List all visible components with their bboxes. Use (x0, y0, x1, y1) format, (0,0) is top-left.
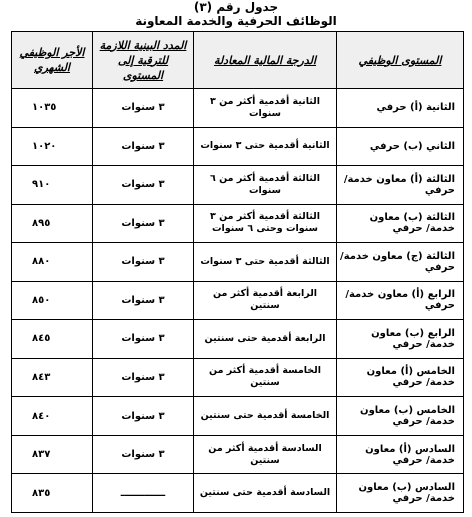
table-row (12, 89, 464, 128)
cell-degree: الخامسة أقدمية حتى سنتين (194, 397, 337, 436)
cell-years: ـــــــــــــ (93, 474, 194, 513)
cell-level: الرابع (أ) معاون خدمة/ حرفي (337, 281, 464, 320)
cell-years: ٣ سنوات (93, 243, 194, 282)
cell-wage: ١٠٢٠ (12, 127, 93, 166)
cell-level: الثالثة (أ) معاون خدمة/ حرفي (337, 166, 464, 205)
cell-level: الثاني (ب) حرفي (337, 127, 464, 166)
cell-degree: الثانية أقدمية أكثر من ٣ سنوات (194, 89, 337, 128)
cell-level: الخامس (ب) معاون خدمة/ حرفي (337, 397, 464, 436)
header-wage: الأجر الوظيفي الشهري (12, 32, 93, 89)
cell-years: ٣ سنوات (93, 204, 194, 243)
cell-wage: ٨٤٣ (12, 358, 93, 397)
table-row (12, 358, 464, 397)
header-level: المستوى الوظيفي (337, 32, 464, 89)
table-subtitle: الوظائف الحرفية والخدمة المعاونة (135, 14, 337, 28)
cell-wage: ٨٨٠ (12, 243, 93, 282)
document-header (0, 0, 472, 28)
table-header (12, 32, 464, 89)
cell-wage: ٨٤٠ (12, 397, 93, 436)
table-title: جدول رقم (٣) (193, 0, 279, 14)
table-row (12, 127, 464, 166)
table-row (12, 435, 464, 474)
cell-years: ٣ سنوات (93, 89, 194, 128)
cell-degree: الثالثة أقدمية أكثر من ٦ سنوات (194, 166, 337, 205)
cell-degree: الرابعة أقدمية حتى سنتين (194, 320, 337, 359)
table-row (12, 204, 464, 243)
table-row (12, 166, 464, 205)
cell-degree: السادسة أقدمية حتى سنتين (194, 474, 337, 513)
cell-degree: الثالثة أقدمية حتى ٣ سنوات (194, 243, 337, 282)
cell-degree: السادسة أقدمية أكثر من سنتين (194, 435, 337, 474)
jobs-table (11, 31, 464, 513)
table-row (12, 243, 464, 282)
cell-years: ٣ سنوات (93, 397, 194, 436)
cell-wage: ٨٥٠ (12, 281, 93, 320)
cell-degree: الثانية أقدمية حتى ٣ سنوات (194, 127, 337, 166)
cell-level: الثالثة (ج) معاون خدمة/ حرفي (337, 243, 464, 282)
table-row (12, 281, 464, 320)
cell-years: ٣ سنوات (93, 166, 194, 205)
cell-wage: ٨٣٥ (12, 474, 93, 513)
cell-years: ٣ سنوات (93, 127, 194, 166)
header-years: المدد البينية اللازمة للترقية إلى المستوى (93, 32, 194, 89)
cell-years: ٣ سنوات (93, 320, 194, 359)
cell-level: السادس (أ) معاون خدمة/ حرفي (337, 435, 464, 474)
cell-wage: ٩١٠ (12, 166, 93, 205)
cell-wage: ٨٣٧ (12, 435, 93, 474)
cell-wage: ٨٩٥ (12, 204, 93, 243)
cell-years: ٣ سنوات (93, 281, 194, 320)
cell-level: السادس (ب) معاون خدمة/ حرفي (337, 474, 464, 513)
table-body (12, 89, 464, 513)
cell-wage: ٨٤٥ (12, 320, 93, 359)
cell-degree: الثالثة أقدمية أكثر من ٣ سنوات وحتى ٦ سنوات (194, 204, 337, 243)
cell-level: الخامس (أ) معاون خدمة/ حرفي (337, 358, 464, 397)
cell-level: الرابع (ب) معاون خدمة/ حرفي (337, 320, 464, 359)
header-degree: الدرجة المالية المعادلة (194, 32, 337, 89)
cell-years: ٣ سنوات (93, 358, 194, 397)
cell-degree: الخامسة أقدمية أكثر من سنتين (194, 358, 337, 397)
table-row (12, 474, 464, 513)
cell-wage: ١٠٣٥ (12, 89, 93, 128)
cell-level: الثانية (أ) حرفي (337, 89, 464, 128)
cell-years: ٣ سنوات (93, 435, 194, 474)
table-row (12, 397, 464, 436)
cell-level: الثالثة (ب) معاون خدمة/ حرفي (337, 204, 464, 243)
table-row (12, 320, 464, 359)
header-row (12, 32, 464, 89)
cell-degree: الرابعة أقدمية أكثر من سنتين (194, 281, 337, 320)
